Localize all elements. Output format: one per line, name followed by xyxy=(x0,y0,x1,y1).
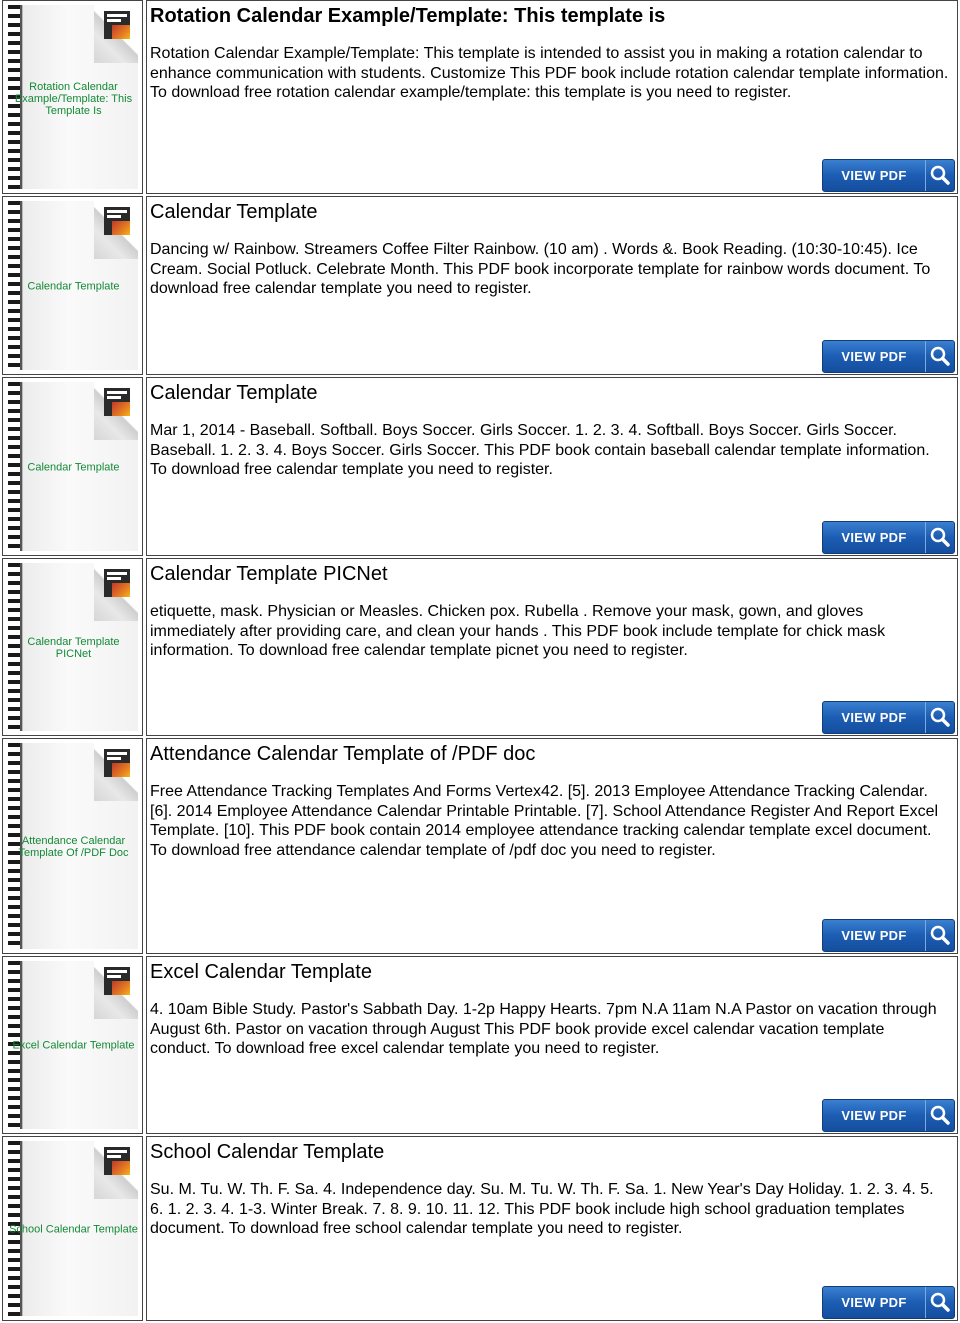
document-entry xyxy=(0,1136,960,1323)
pdf-thumbnail[interactable] xyxy=(2,1136,143,1321)
book-logo-icon xyxy=(104,11,130,39)
magnifier-icon xyxy=(926,1100,954,1131)
view-pdf-label: VIEW PDF xyxy=(841,710,907,725)
entry-content xyxy=(146,0,958,194)
view-pdf-label: VIEW PDF xyxy=(841,1108,907,1123)
view-pdf-button[interactable] xyxy=(822,701,955,734)
entry-content xyxy=(146,738,958,954)
document-entry xyxy=(0,377,960,558)
entry-title[interactable]: Rotation Calendar Example/Template: This template is xyxy=(150,5,666,27)
pdf-thumbnail[interactable] xyxy=(2,196,143,375)
entry-title[interactable]: School Calendar Template xyxy=(150,1141,385,1163)
magnifier-icon xyxy=(926,1287,954,1318)
entry-content xyxy=(146,558,958,736)
book-logo-icon xyxy=(104,569,130,597)
book-logo-icon xyxy=(104,1147,130,1175)
view-pdf-button[interactable] xyxy=(822,919,955,952)
entry-content xyxy=(146,196,958,375)
entry-title[interactable]: Calendar Template xyxy=(150,382,318,404)
view-pdf-label: VIEW PDF xyxy=(841,168,907,183)
entry-description: Free Attendance Tracking Templates And Forms Vertex42. [5]. 2013 Employee Attendance Tracking Calendar. [6]. 2014 Employee Attendance Calendar Printable Printable. [7]. School Attendance Register And Report Excel Template. [10]. This PDF book contain 2014 employee attendance tracking calendar template excel document. To download free attendance calendar template of /pdf doc you need to register. xyxy=(150,783,939,859)
entry-description: Su. M. Tu. W. Th. F. Sa. 4. Independence day. Su. M. Tu. W. Th. F. Sa. 1. New Year's Day Holiday. 1. 2. 3. 4. 5. 6. 1. 2. 3. 4. 1-3. Winter Break. 7. 8. 9. 10. 11. 12. This PDF book include high school graduation templates document. To download free school calendar template you need to register. xyxy=(150,1181,934,1237)
magnifier-icon xyxy=(926,522,954,553)
magnifier-icon xyxy=(926,160,954,191)
magnifier-icon xyxy=(926,341,954,372)
entry-description: Mar 1, 2014 - Baseball. Softball. Boys Soccer. Girls Soccer. 1. 2. 3. 4. Softball. Boys Soccer. Girls Soccer. Baseball. 1. 2. 3. 4. Boys Soccer. Girls Soccer. This PDF book contain baseball calendar template information. To download free calendar template you need to register. xyxy=(150,422,930,478)
entry-description: etiquette, mask. Physician or Measles. Chicken pox. Rubella . Remove your mask, gown, and gloves immediately after providing care, and clean your hands . This PDF book include template for chick mask information. To download free calendar template picnet you need to register. xyxy=(150,603,886,659)
thumbnail-caption: Excel Calendar Template xyxy=(12,1039,135,1052)
entry-title[interactable]: Calendar Template xyxy=(150,201,318,223)
entry-content xyxy=(146,956,958,1134)
view-pdf-button[interactable] xyxy=(822,1099,955,1132)
book-logo-icon xyxy=(104,749,130,777)
magnifier-icon xyxy=(926,702,954,733)
document-entry xyxy=(0,956,960,1136)
entry-content xyxy=(146,377,958,556)
view-pdf-button[interactable] xyxy=(822,521,955,554)
view-pdf-label: VIEW PDF xyxy=(841,1295,907,1310)
entry-title[interactable]: Calendar Template PICNet xyxy=(150,563,388,585)
entry-title[interactable]: Attendance Calendar Template of /PDF doc xyxy=(150,743,536,765)
entry-description: Rotation Calendar Example/Template: This template is intended to assist you in making a rotation calendar to enhance communication with students. Customize This PDF book include rotation calendar template information. To download free rotation calendar example/template: this template is you need to register. xyxy=(150,45,949,101)
view-pdf-button[interactable] xyxy=(822,159,955,192)
thumbnail-caption: School Calendar Template xyxy=(9,1223,138,1236)
book-logo-icon xyxy=(104,388,130,416)
book-logo-icon xyxy=(104,207,130,235)
magnifier-icon xyxy=(926,920,954,951)
thumbnail-caption: Calendar Template PICNet xyxy=(27,636,120,661)
thumbnail-caption: Calendar Template xyxy=(27,280,120,293)
view-pdf-label: VIEW PDF xyxy=(841,349,907,364)
document-entry xyxy=(0,196,960,377)
view-pdf-label: VIEW PDF xyxy=(841,530,907,545)
view-pdf-button[interactable] xyxy=(822,340,955,373)
pdf-thumbnail[interactable] xyxy=(2,738,143,954)
document-entry xyxy=(0,0,960,196)
pdf-thumbnail[interactable] xyxy=(2,558,143,736)
view-pdf-label: VIEW PDF xyxy=(841,928,907,943)
view-pdf-button[interactable] xyxy=(822,1286,955,1319)
entry-title[interactable]: Excel Calendar Template xyxy=(150,961,372,983)
pdf-thumbnail[interactable] xyxy=(2,0,143,194)
thumbnail-caption: Rotation Calendar Example/Template: This Template Is xyxy=(14,80,133,117)
entry-description: Dancing w/ Rainbow. Streamers Coffee Filter Rainbow. (10 am) . Words &. Book Reading. (10:30-10:45). Ice Cream. Social Potluck. Celebrate Month. This PDF book incorporate template for rainbow words document. To download free calendar template you need to register. xyxy=(150,241,931,297)
document-entry xyxy=(0,738,960,956)
thumbnail-caption: Calendar Template xyxy=(27,461,120,474)
entry-description: 4. 10am Bible Study. Pastor's Sabbath Day. 1-2p Happy Hearts. 7pm N.A 11am N.A Pastor on vacation through August 6th. Pastor on vacation through August This PDF book provide excel calendar vacation template conduct. To download free excel calendar template you need to register. xyxy=(150,1001,937,1057)
thumbnail-caption: Attendance Calendar Template Of /PDF Doc xyxy=(18,835,129,860)
pdf-thumbnail[interactable] xyxy=(2,377,143,556)
document-entry xyxy=(0,558,960,738)
book-logo-icon xyxy=(104,967,130,995)
entry-content xyxy=(146,1136,958,1321)
pdf-thumbnail[interactable] xyxy=(2,956,143,1134)
